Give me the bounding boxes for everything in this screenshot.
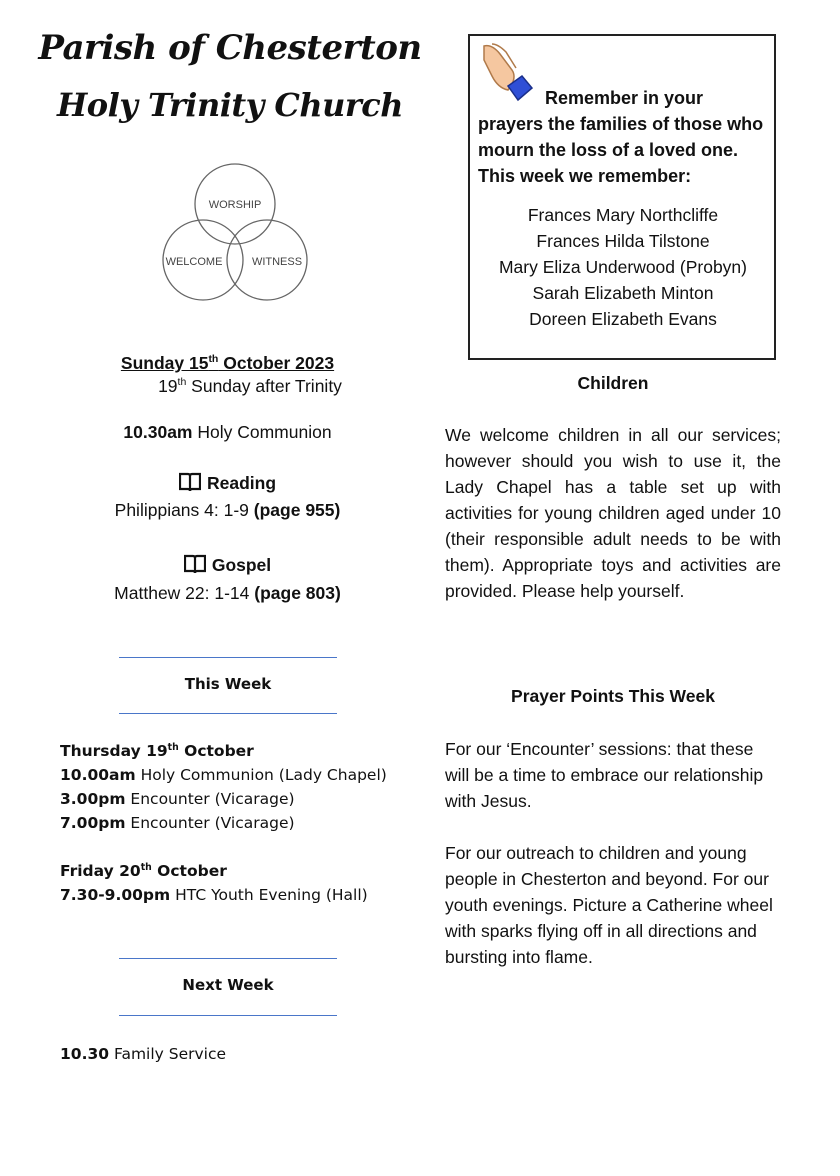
schedule-item: [60, 763, 420, 787]
logo-welcome-text: WELCOME: [165, 256, 223, 268]
gospel-reference: [60, 580, 395, 606]
children-heading: Children: [577, 373, 649, 393]
book-icon: [179, 472, 201, 492]
friday-heading: [60, 859, 420, 883]
schedule-text: HTC Youth Evening (Hall): [170, 886, 368, 904]
prayer-point: For our ‘Encounter’ sessions: that these will be a time to embrace our relationship with Jesus.: [445, 739, 764, 811]
week-sup: th: [177, 376, 187, 389]
remember-intro: prayers the families of those who mourn the loss of a loved one. This week we remember:: [478, 114, 764, 186]
schedule-time: 7.30-9.00pm: [60, 886, 171, 904]
remembered-name: Mary Eliza Underwood (Probyn): [498, 257, 747, 277]
remember-names: [470, 202, 776, 332]
thursday-heading: [60, 739, 420, 763]
reading-heading: [60, 470, 395, 496]
logo-worship-text: WORSHIP: [208, 199, 262, 211]
next-week-time: 10.30: [60, 1045, 110, 1063]
gospel-ref: Matthew 22: 1-14: [114, 583, 255, 603]
schedule-text: Encounter (Vicarage): [125, 790, 295, 808]
gospel-page: (page 803): [254, 583, 341, 603]
schedule-time: 7.00pm: [60, 814, 126, 832]
week-suffix: Sunday after Trinity: [186, 376, 342, 396]
service-date-main: Sunday 15: [120, 353, 209, 373]
this-week-schedule: [60, 739, 420, 907]
this-week-heading: This Week: [184, 675, 272, 693]
schedule-item: [60, 787, 420, 811]
day2-prefix: Friday 20: [60, 862, 141, 880]
children-text: We welcome children in all our services; however should you wish to use it, the Lady Chapel has a table set up with activities for young children aged under 10 (their responsible adult needs to be with them). Appropriate toys and activities are provided. Please help yourself.: [445, 425, 781, 601]
remembered-name: Frances Hilda Tilstone: [536, 231, 710, 251]
logo-witness-text: WITNESS: [251, 256, 303, 268]
reading-page: (page 955): [253, 500, 341, 520]
reading-reference: [60, 497, 395, 523]
next-week-item: [60, 1042, 420, 1066]
divider: [119, 1015, 337, 1016]
schedule-item: [60, 811, 420, 835]
church-title: Holy Trinity Church: [56, 86, 403, 124]
schedule-text: Encounter (Vicarage): [125, 814, 295, 832]
day2-suffix: October: [151, 862, 227, 880]
remember-intro-first: Remember in your: [545, 88, 704, 108]
schedule-time: 3.00pm: [60, 790, 126, 808]
day1-prefix: Thursday 19: [60, 742, 168, 760]
reading-ref: Philippians 4: 1-9: [114, 500, 254, 520]
day2-sup: th: [140, 861, 152, 873]
divider: [119, 958, 337, 959]
divider: [119, 657, 337, 658]
next-week-text: Family Service: [109, 1045, 227, 1063]
remembered-name: Frances Mary Northcliffe: [527, 205, 719, 225]
praying-hands-icon: [478, 40, 542, 104]
remembered-name: Sarah Elizabeth Minton: [532, 283, 714, 303]
service-date-suffix: October 2023: [218, 353, 335, 373]
schedule-item: [60, 883, 420, 907]
day1-suffix: October: [178, 742, 254, 760]
service-name: Holy Communion: [192, 422, 332, 442]
prayer-point: For our outreach to children and young people in Chesterton and beyond. For our youth evenings. Picture a Catherine wheel with sparks flying off in all directions and bursting into flame.: [445, 843, 773, 967]
schedule-time: 10.00am: [60, 766, 136, 784]
parish-title: Parish of Chesterton: [38, 28, 422, 68]
prayer-heading: Prayer Points This Week: [511, 686, 715, 706]
gospel-label: Gospel: [211, 555, 272, 575]
schedule-text: Holy Communion (Lady Chapel): [135, 766, 387, 784]
sunday-after-trinity: [95, 373, 405, 399]
remembered-name: Doreen Elizabeth Evans: [529, 309, 717, 329]
service-time-line: [60, 419, 395, 445]
service-time: 10.30am: [123, 422, 193, 442]
next-week-heading: Next Week: [182, 976, 274, 994]
worship-welcome-witness-logo: [146, 152, 324, 307]
divider: [119, 713, 337, 714]
day1-sup: th: [167, 741, 179, 753]
service-date-sup: th: [208, 353, 219, 366]
reading-label: Reading: [206, 473, 277, 493]
book-icon: [184, 554, 206, 574]
gospel-heading: [60, 552, 395, 578]
week-number: 19: [158, 376, 178, 396]
